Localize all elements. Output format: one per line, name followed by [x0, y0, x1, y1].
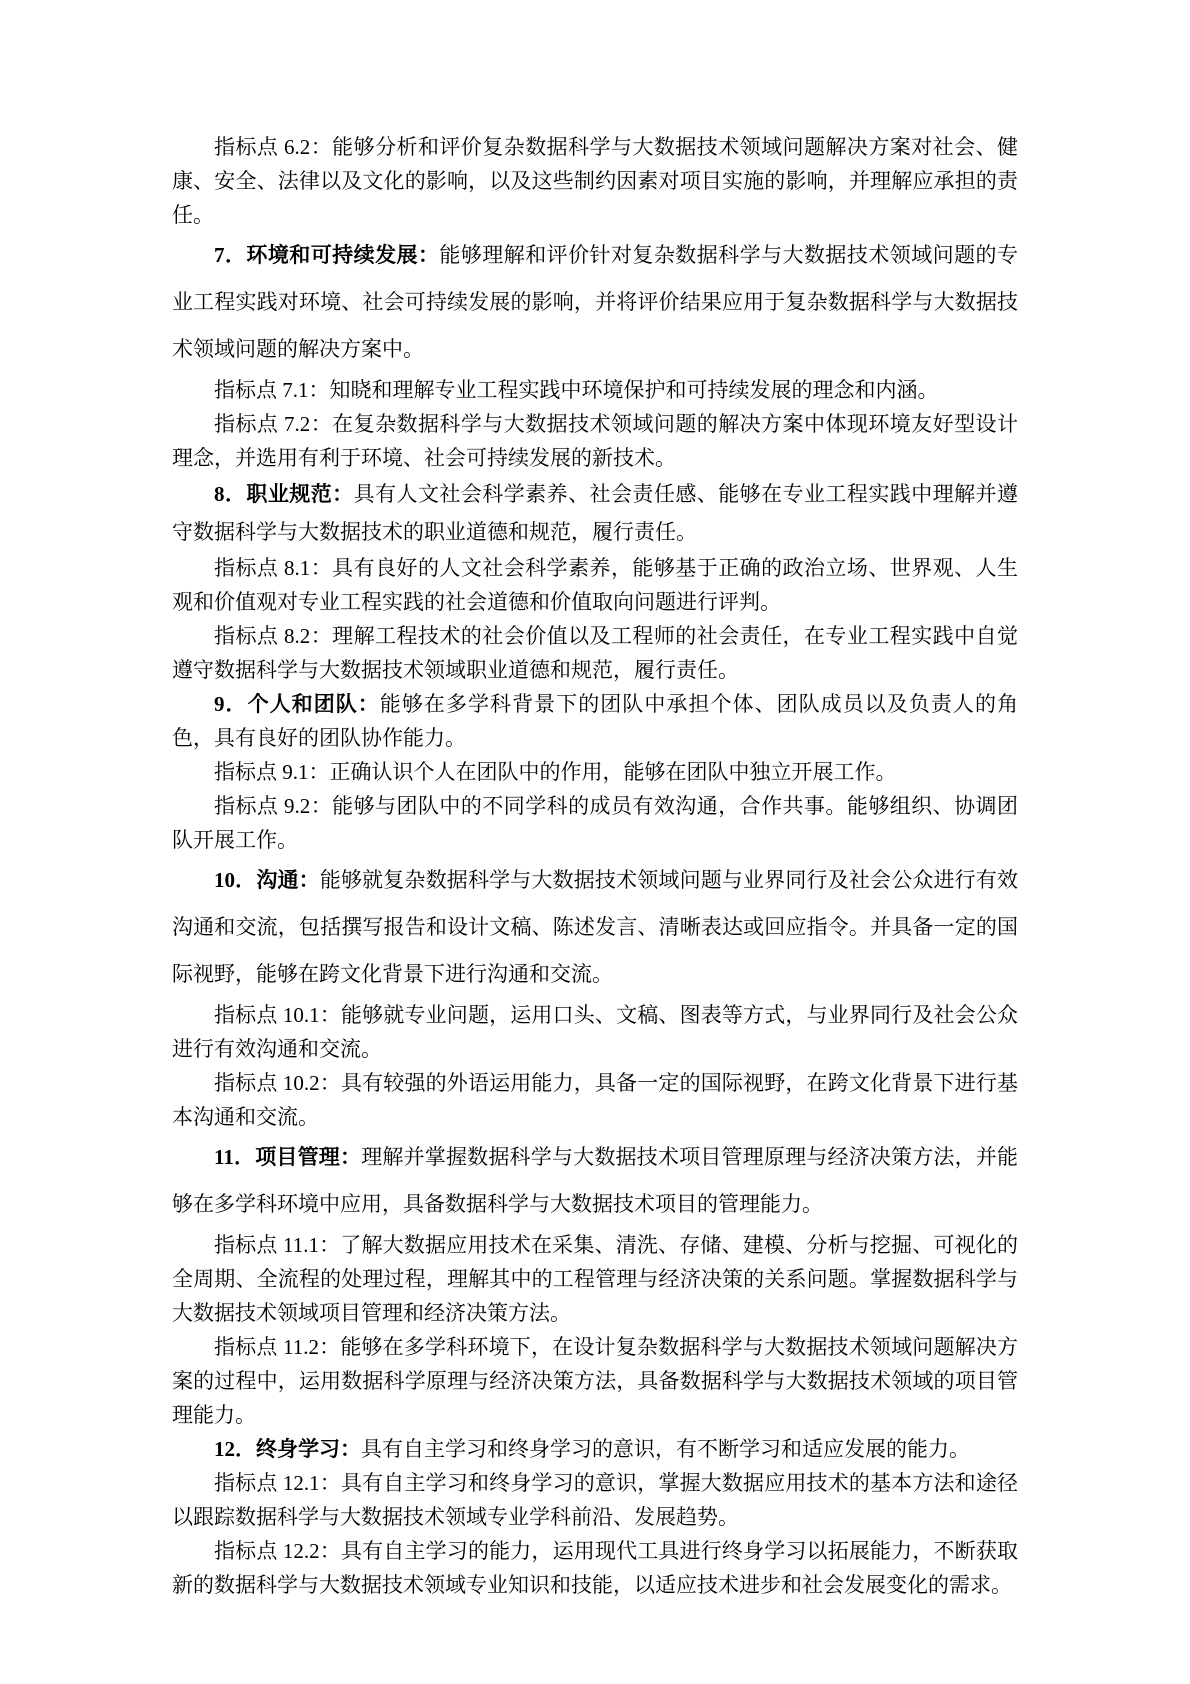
section-11-body: 理解并掌握数据科学与大数据技术项目管理原理与经济决策方法，并能够在多学科环境中应用，具备数据科学与大数据技术项目的管理能力。: [172, 1145, 1019, 1216]
indicator-12-1: 指标点 12.1：具有自主学习和终身学习的意识，掌握大数据应用技术的基本方法和途径以跟踪数据科学与大数据技术领域专业学科前沿、发展趋势。: [172, 1471, 1018, 1529]
section-10-body: 能够就复杂数据科学与大数据技术领域问题与业界同行及社会公众进行有效沟通和交流，包括撰写报告和设计文稿、陈述发言、清晰表达或回应指令。并具备一定的国际视野，能够在跨文化背景下进行沟通和交流。: [172, 868, 1018, 986]
section-10: [172, 857, 1018, 998]
section-7-heading: 7．环境和可持续发展：: [214, 243, 440, 267]
section-9-body: 能够在多学科背景下的团队中承担个体、团队成员以及负责人的角色，具有良好的团队协作能力。: [172, 692, 1019, 750]
section-12-body: 具有自主学习和终身学习的意识，有不断学习和适应发展的能力。: [361, 1437, 970, 1461]
indicator-12-2: 指标点 12.2：具有自主学习的能力，运用现代工具进行终身学习以拓展能力，不断获取新的数据科学与大数据技术领域专业知识和技能，以适应技术进步和社会发展变化的需求。: [172, 1539, 1018, 1597]
indicator-8-1: 指标点 8.1：具有良好的人文社会科学素养，能够基于正确的政治立场、世界观、人生观和价值观对专业工程实践的社会道德和价值取向问题进行评判。: [172, 556, 1018, 614]
section-12: [172, 1432, 1018, 1466]
section-9-heading: 9．个人和团队：: [214, 692, 380, 716]
indicator-10-1: 指标点 10.1：能够就专业问题，运用口头、文稿、图表等方式，与业界同行及社会公众进行有效沟通和交流。: [172, 1003, 1018, 1061]
indicator-8-2: 指标点 8.2：理解工程技术的社会价值以及工程师的社会责任，在专业工程实践中自觉遵守数据科学与大数据技术领域职业道德和规范，履行责任。: [172, 624, 1018, 682]
indicator-10-2: 指标点 10.2：具有较强的外语运用能力，具备一定的国际视野，在跨文化背景下进行基本沟通和交流。: [172, 1071, 1018, 1129]
section-7-body: 能够理解和评价针对复杂数据科学与大数据技术领域问题的专业工程实践对环境、社会可持续发展的影响，并将评价结果应用于复杂数据科学与大数据技术领域问题的解决方案中。: [172, 243, 1018, 361]
indicator-11-1: 指标点 11.1：了解大数据应用技术在采集、清洗、存储、建模、分析与挖掘、可视化的全周期、全流程的处理过程，理解其中的工程管理与经济决策的关系问题。掌握数据科学与大数据技术领域项目管理和经济决策方法。: [172, 1233, 1018, 1325]
section-8-heading: 8．职业规范：: [214, 482, 354, 506]
section-8-body: 具有人文社会科学素养、社会责任感、能够在专业工程实践中理解并遵守数据科学与大数据技术的职业道德和规范，履行责任。: [172, 482, 1019, 544]
section-11-heading: 11．项目管理：: [214, 1145, 362, 1169]
section-7: [172, 232, 1018, 373]
indicator-7-1: 指标点 7.1：知晓和理解专业工程实践中环境保护和可持续发展的理念和内涵。: [214, 378, 939, 402]
section-8: [172, 475, 1018, 551]
indicator-9-2: 指标点 9.2：能够与团队中的不同学科的成员有效沟通，合作共事。能够组织、协调团队开展工作。: [172, 794, 1018, 852]
indicator-11-2: 指标点 11.2：能够在多学科环境下，在设计复杂数据科学与大数据技术领域问题解决方案的过程中，运用数据科学原理与经济决策方法，具备数据科学与大数据技术领域的项目管理能力。: [172, 1335, 1018, 1427]
indicator-9-1: 指标点 9.1：正确认识个人在团队中的作用，能够在团队中独立开展工作。: [214, 760, 897, 784]
section-12-heading: 12．终身学习：: [214, 1437, 361, 1461]
indicator-6-2: 指标点 6.2：能够分析和评价复杂数据科学与大数据技术领域问题解决方案对社会、健康、安全、法律以及文化的影响，以及这些制约因素对项目实施的影响，并理解应承担的责任。: [172, 135, 1018, 227]
section-9: [172, 687, 1018, 755]
indicator-7-2: 指标点 7.2：在复杂数据科学与大数据技术领域问题的解决方案中体现环境友好型设计理念，并选用有利于环境、社会可持续发展的新技术。: [172, 412, 1018, 470]
section-10-heading: 10．沟通：: [214, 868, 320, 892]
section-11: [172, 1134, 1018, 1228]
